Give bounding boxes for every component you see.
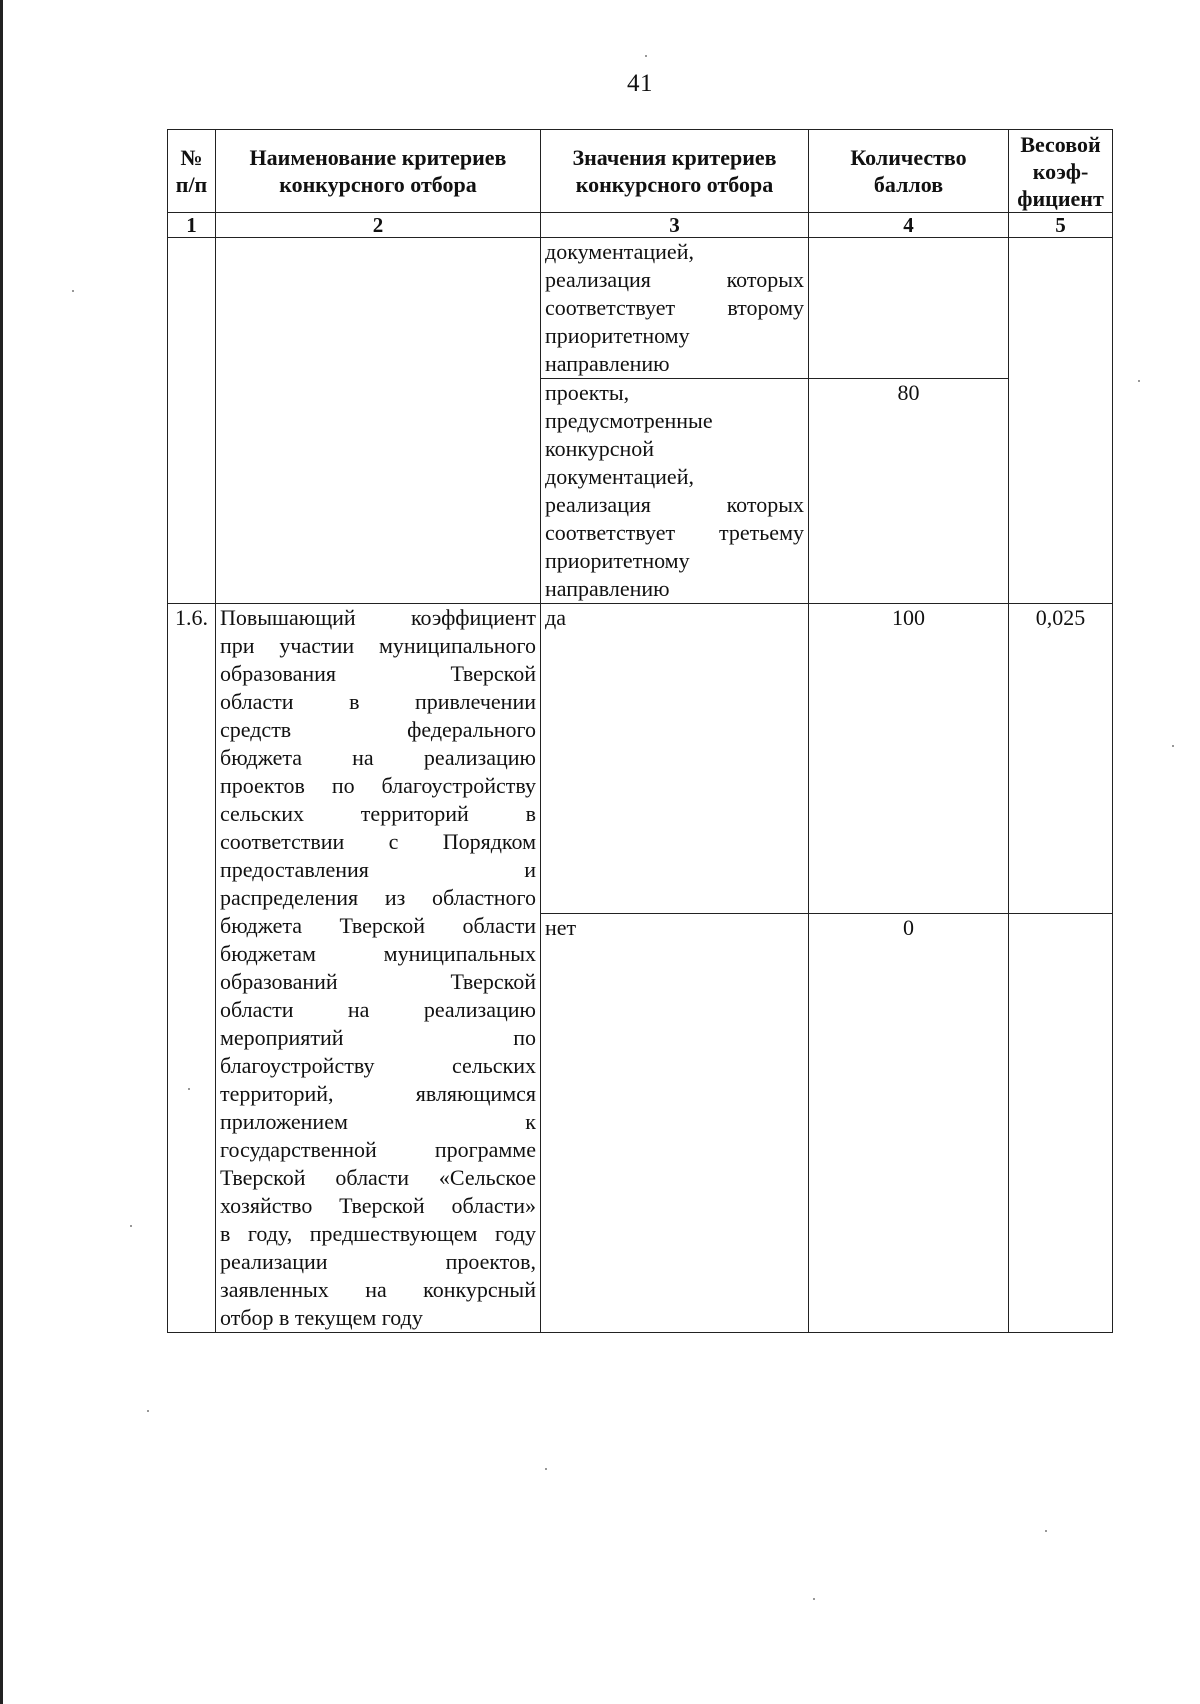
column-number-3: 3 <box>541 213 809 238</box>
scan-edge <box>0 0 3 1704</box>
page-number: 41 <box>627 70 653 97</box>
scan-speck <box>147 1410 149 1412</box>
row-1-6-yes <box>168 604 1113 914</box>
continued-criterion-cell <box>216 238 541 604</box>
scan-speck <box>545 1468 547 1470</box>
scan-speck <box>1045 1530 1047 1532</box>
column-number-4: 4 <box>809 213 1009 238</box>
third-priority-value-cell: проекты, предусмотренные конкурсной документацией, реализация которых соответствует третьему приоритетному направлению <box>541 379 809 604</box>
header-row <box>168 130 1113 213</box>
continued-row-a <box>168 238 1113 379</box>
column-numbers-row <box>168 213 1113 238</box>
scan-speck <box>1172 745 1174 747</box>
row-1-6-value-yes: да <box>541 604 809 914</box>
scan-speck <box>130 1225 132 1227</box>
row-1-6-criterion: Повышающий коэффициент при участии муниципального образования Тверской области в привлечении средств федерального бюджета на реализацию проектов по благоустройству сельских территорий в соответствии с Порядком предоставления и распределения из областного бюджета Тверской области бюджетам муниципальных образований Тверской области на реализацию мероприятий по благоустройству сельских территорий, являющимся приложением к государственной программе Тверской области «Сельское хозяйство Тверской области» в году, предшествующем году реализации проектов, заявленных на конкурсный отбор в текущем году <box>216 604 541 1333</box>
continued-score-cell <box>809 238 1009 379</box>
continued-weight-cell <box>1009 238 1113 604</box>
header-criterion-name: Наименование критериев конкурсного отбора <box>216 130 541 213</box>
header-weight: Весовой коэф- фициент <box>1009 130 1113 213</box>
continued-number-cell <box>168 238 216 604</box>
header-number: № п/п <box>168 130 216 213</box>
scan-speck <box>645 55 647 57</box>
third-priority-score-cell: 80 <box>809 379 1009 604</box>
header-criterion-values: Значения критериев конкурсного отбора <box>541 130 809 213</box>
row-1-6-number: 1.6. <box>168 604 216 1333</box>
column-number-5: 5 <box>1009 213 1113 238</box>
header-points: Количество баллов <box>809 130 1009 213</box>
criteria-table <box>167 129 1113 1333</box>
row-1-6-value-no: нет <box>541 914 809 1333</box>
scan-speck <box>72 290 74 292</box>
column-number-1: 1 <box>168 213 216 238</box>
scan-speck <box>813 1598 815 1600</box>
row-1-6-score-yes: 100 <box>809 604 1009 914</box>
row-1-6-score-no: 0 <box>809 914 1009 1333</box>
continued-value-cell: документацией, реализация которых соответствует второму приоритетному направлению <box>541 238 809 379</box>
scan-speck <box>1138 380 1140 382</box>
scan-speck <box>188 1088 190 1090</box>
column-number-2: 2 <box>216 213 541 238</box>
row-1-6-weight-empty <box>1009 914 1113 1333</box>
row-1-6-weight: 0,025 <box>1009 604 1113 914</box>
